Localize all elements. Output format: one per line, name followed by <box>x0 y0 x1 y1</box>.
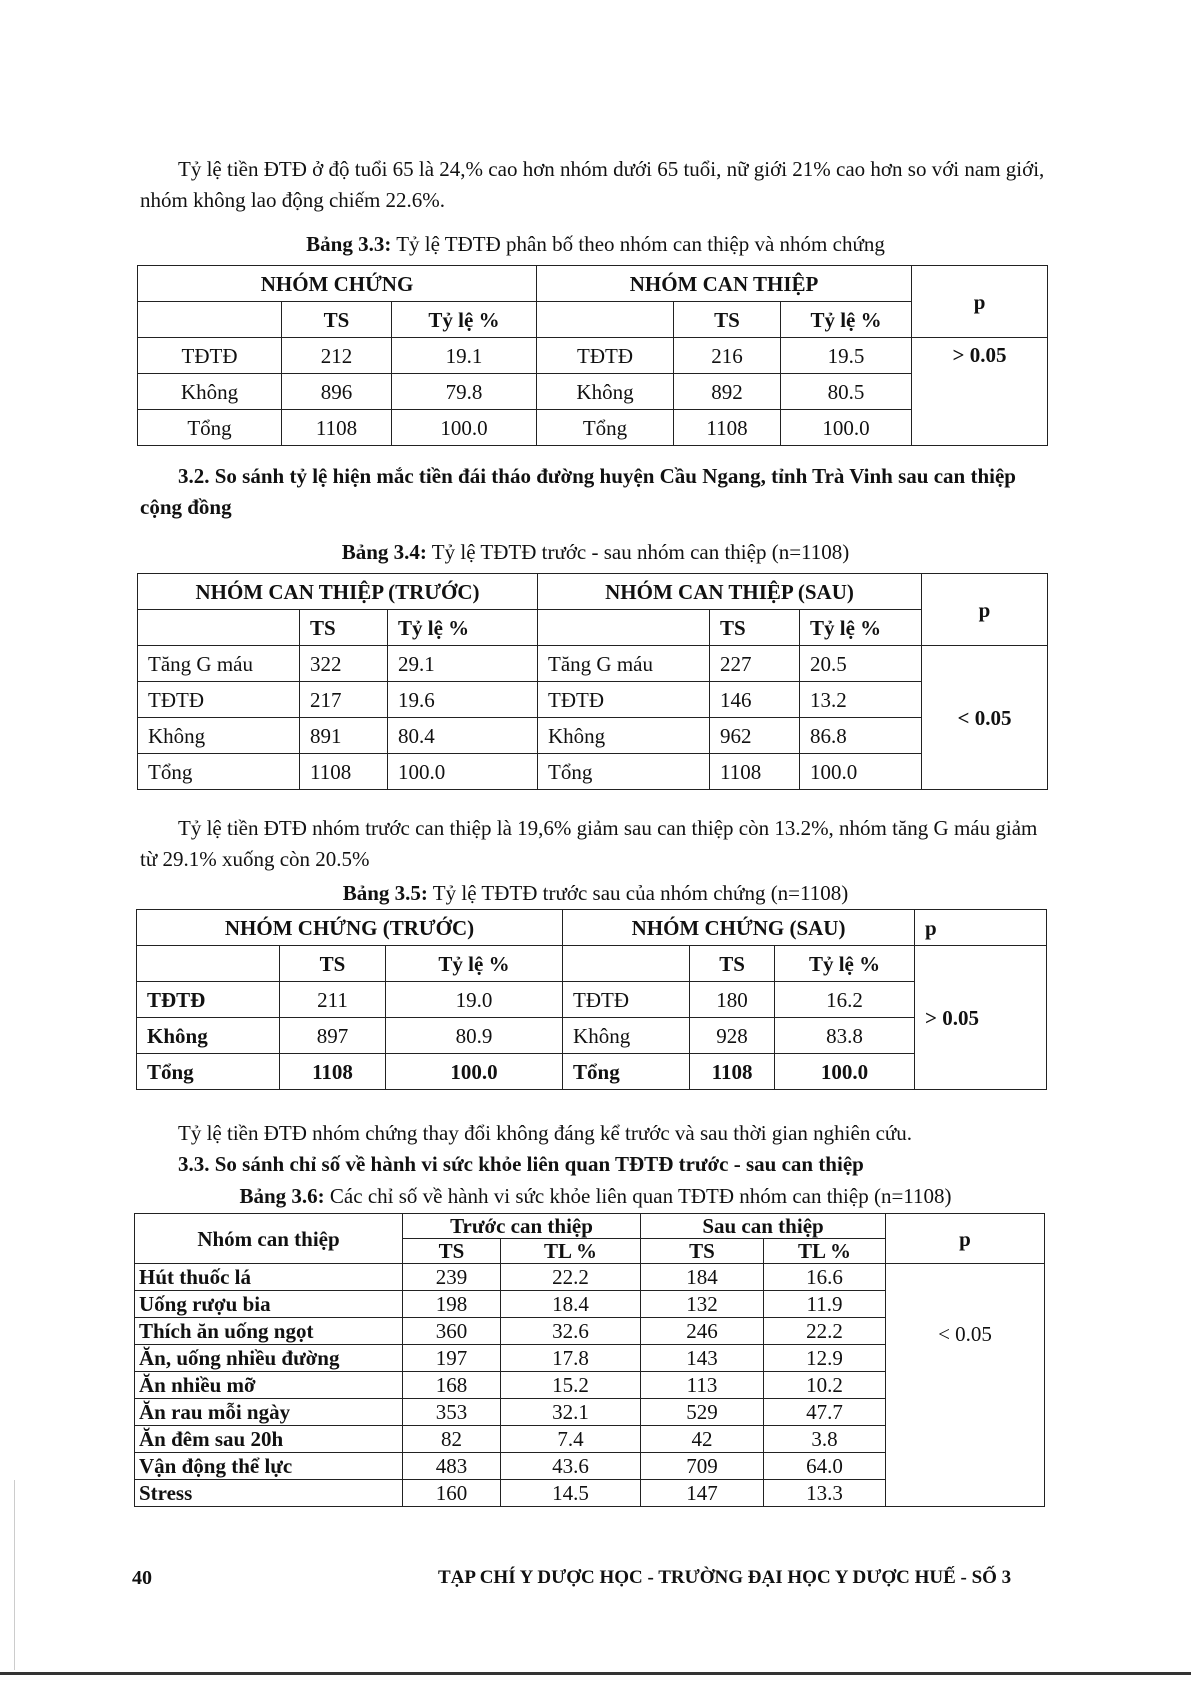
row-label: Tổng <box>538 754 710 790</box>
cell: 64.0 <box>764 1453 886 1480</box>
table-row <box>138 646 1048 682</box>
cell: 928 <box>690 1018 775 1054</box>
caption-label: Bảng 3.6: <box>239 1184 325 1208</box>
cell: 197 <box>403 1345 501 1372</box>
table-row <box>138 374 1048 410</box>
cell: 198 <box>403 1291 501 1318</box>
cell: 82 <box>403 1426 501 1453</box>
cell: 14.5 <box>501 1480 641 1507</box>
cell: 15.2 <box>501 1372 641 1399</box>
cell: 86.8 <box>800 718 922 754</box>
column-header: TS <box>710 610 800 646</box>
journal-footer: TẠP CHÍ Y DƯỢC HỌC - TRƯỜNG ĐẠI HỌC Y DƯỢC HUẾ - SỐ 3 <box>438 1567 1012 1588</box>
table-3-5 <box>136 909 1047 1090</box>
table-row <box>138 338 1048 374</box>
row-label: Tổng <box>138 410 282 446</box>
cell: 16.2 <box>775 982 915 1018</box>
row-label: Không <box>537 374 674 410</box>
cell: 20.5 <box>800 646 922 682</box>
group-header: NHÓM CHỨNG <box>138 266 537 302</box>
column-header: TL % <box>764 1239 886 1264</box>
cell: 168 <box>403 1372 501 1399</box>
paragraph-after-table-3-4: Tỷ lệ tiền ĐTĐ nhóm trước can thiệp là 19,6% giảm sau can thiệp còn 13.2%, nhóm tăng G máu giảm từ 29.1% xuống còn 20.5% <box>140 816 1038 871</box>
table-row <box>138 718 1048 754</box>
cell: 100.0 <box>392 410 537 446</box>
intro-paragraph: Tỷ lệ tiền ĐTĐ ở độ tuổi 65 là 24,% cao hơn nhóm dưới 65 tuổi, nữ giới 21% cao hơn so với nam giới, nhóm không lao động chiếm 22.6%. <box>140 157 1045 212</box>
table-row <box>138 754 1048 790</box>
table-row <box>137 1054 1047 1090</box>
cell: 180 <box>690 982 775 1018</box>
table-3-6-caption <box>0 1183 1191 1209</box>
cell: 483 <box>403 1453 501 1480</box>
cell: 227 <box>710 646 800 682</box>
table-row <box>137 982 1047 1018</box>
cell: 160 <box>403 1480 501 1507</box>
page-number: 40 <box>132 1567 152 1589</box>
cell: 113 <box>641 1372 764 1399</box>
p-value: > 0.05 <box>912 338 1048 446</box>
cell: 360 <box>403 1318 501 1345</box>
row-label: Tăng G máu <box>138 646 300 682</box>
scan-edge-line <box>14 1480 15 1670</box>
caption-label: Bảng 3.5: <box>342 881 428 905</box>
caption-text: Tỷ lệ TĐTĐ trước - sau nhóm can thiệp (n=1108) <box>426 540 850 564</box>
table-3-5-caption <box>0 880 1191 906</box>
cell: 83.8 <box>775 1018 915 1054</box>
column-header: TS <box>641 1239 764 1264</box>
caption-text: Tỷ lệ TĐTĐ phân bố theo nhóm can thiệp và nhóm chứng <box>391 232 885 256</box>
group-header: NHÓM CAN THIỆP (SAU) <box>538 574 922 610</box>
table-3-4-caption <box>0 539 1191 565</box>
caption-label: Bảng 3.4: <box>341 540 427 564</box>
cell: 1108 <box>690 1054 775 1090</box>
column-header: Tỷ lệ % <box>388 610 538 646</box>
cell: 18.4 <box>501 1291 641 1318</box>
blank-cell <box>138 610 300 646</box>
cell: 147 <box>641 1480 764 1507</box>
row-label: TĐTĐ <box>538 682 710 718</box>
column-header: Tỷ lệ % <box>386 946 563 982</box>
p-header: p <box>912 266 1048 338</box>
group-header: Sau can thiệp <box>641 1214 886 1239</box>
cell: 892 <box>674 374 781 410</box>
cell: 3.8 <box>764 1426 886 1453</box>
cell: 11.9 <box>764 1291 886 1318</box>
cell: 43.6 <box>501 1453 641 1480</box>
cell: 1108 <box>710 754 800 790</box>
table-3-3 <box>137 265 1048 446</box>
group-header: NHÓM CHỨNG (SAU) <box>563 910 915 946</box>
row-label: Ăn rau mỗi ngày <box>135 1399 403 1426</box>
column-header: Tỷ lệ % <box>781 302 912 338</box>
p-value: < 0.05 <box>922 646 1048 790</box>
p-value: < 0.05 <box>886 1264 1045 1507</box>
cell: 22.2 <box>764 1318 886 1345</box>
cell: 80.5 <box>781 374 912 410</box>
table-row <box>138 682 1048 718</box>
row-label: TĐTĐ <box>137 982 280 1018</box>
cell: 1108 <box>282 410 392 446</box>
cell: 239 <box>403 1264 501 1291</box>
table-row <box>137 1018 1047 1054</box>
cell: 80.4 <box>388 718 538 754</box>
table-row <box>135 1264 1045 1291</box>
blank-cell <box>538 610 710 646</box>
row-label: Không <box>138 374 282 410</box>
row-label: Không <box>137 1018 280 1054</box>
column-header: TS <box>674 302 781 338</box>
row-label: Stress <box>135 1480 403 1507</box>
cell: 962 <box>710 718 800 754</box>
blank-cell <box>138 302 282 338</box>
group-header: NHÓM CAN THIỆP <box>537 266 912 302</box>
cell: 13.2 <box>800 682 922 718</box>
blank-cell <box>537 302 674 338</box>
table-3-6 <box>134 1213 1045 1507</box>
table-3-4 <box>137 573 1048 790</box>
row-label: Uống rượu bia <box>135 1291 403 1318</box>
row-label: Tổng <box>137 1054 280 1090</box>
caption-label: Bảng 3.3: <box>306 232 392 256</box>
cell: 709 <box>641 1453 764 1480</box>
cell: 29.1 <box>388 646 538 682</box>
cell: 212 <box>282 338 392 374</box>
column-header: Tỷ lệ % <box>392 302 537 338</box>
cell: 100.0 <box>781 410 912 446</box>
cell: 897 <box>280 1018 386 1054</box>
column-header: TS <box>280 946 386 982</box>
group-header: Nhóm can thiệp <box>135 1214 403 1264</box>
p-header: p <box>886 1214 1045 1264</box>
column-header: TS <box>690 946 775 982</box>
cell: 42 <box>641 1426 764 1453</box>
cell: 10.2 <box>764 1372 886 1399</box>
cell: 19.5 <box>781 338 912 374</box>
row-label: Không <box>138 718 300 754</box>
column-header: TS <box>403 1239 501 1264</box>
section-heading-3-3: 3.3. So sánh chỉ số về hành vi sức khỏe liên quan TĐTĐ trước - sau can thiệp <box>178 1152 864 1176</box>
row-label: TĐTĐ <box>537 338 674 374</box>
cell: 22.2 <box>501 1264 641 1291</box>
p-value: > 0.05 <box>915 946 1047 1090</box>
column-header: Tỷ lệ % <box>800 610 922 646</box>
column-header: Tỷ lệ % <box>775 946 915 982</box>
cell: 216 <box>674 338 781 374</box>
cell: 529 <box>641 1399 764 1426</box>
cell: 100.0 <box>386 1054 563 1090</box>
blank-cell <box>563 946 690 982</box>
row-label: Thích ăn uống ngọt <box>135 1318 403 1345</box>
cell: 146 <box>710 682 800 718</box>
cell: 100.0 <box>388 754 538 790</box>
row-label: Ăn đêm sau 20h <box>135 1426 403 1453</box>
cell: 353 <box>403 1399 501 1426</box>
cell: 47.7 <box>764 1399 886 1426</box>
bottom-rule <box>0 1672 1191 1675</box>
row-label: TĐTĐ <box>563 982 690 1018</box>
cell: 1108 <box>300 754 388 790</box>
cell: 322 <box>300 646 388 682</box>
p-header: p <box>915 910 1047 946</box>
cell: 17.8 <box>501 1345 641 1372</box>
cell: 891 <box>300 718 388 754</box>
cell: 896 <box>282 374 392 410</box>
row-label: Ăn nhiều mỡ <box>135 1372 403 1399</box>
cell: 80.9 <box>386 1018 563 1054</box>
caption-text: Tỷ lệ TĐTĐ trước sau của nhóm chứng (n=1108) <box>427 881 849 905</box>
cell: 79.8 <box>392 374 537 410</box>
column-header: TS <box>282 302 392 338</box>
cell: 143 <box>641 1345 764 1372</box>
row-label: Ăn, uống nhiều đường <box>135 1345 403 1372</box>
row-label: Không <box>538 718 710 754</box>
row-label: Không <box>563 1018 690 1054</box>
row-label: Tổng <box>138 754 300 790</box>
paragraph-after-table-3-5: Tỷ lệ tiền ĐTĐ nhóm chứng thay đổi không đáng kể trước và sau thời gian nghiên cứu. <box>178 1121 913 1145</box>
table-row <box>138 410 1048 446</box>
row-label: Tổng <box>537 410 674 446</box>
cell: 1108 <box>674 410 781 446</box>
p-header: p <box>922 574 1048 646</box>
row-label: Hút thuốc lá <box>135 1264 403 1291</box>
row-label: Tăng G máu <box>538 646 710 682</box>
column-header: TL % <box>501 1239 641 1264</box>
cell: 217 <box>300 682 388 718</box>
row-label: TĐTĐ <box>138 338 282 374</box>
table-3-3-caption <box>0 231 1191 257</box>
cell: 132 <box>641 1291 764 1318</box>
cell: 19.0 <box>386 982 563 1018</box>
cell: 100.0 <box>800 754 922 790</box>
cell: 12.9 <box>764 1345 886 1372</box>
cell: 16.6 <box>764 1264 886 1291</box>
cell: 1108 <box>280 1054 386 1090</box>
cell: 246 <box>641 1318 764 1345</box>
caption-text: Các chỉ số về hành vi sức khỏe liên quan TĐTĐ nhóm can thiệp (n=1108) <box>324 1184 952 1208</box>
column-header: TS <box>300 610 388 646</box>
cell: 7.4 <box>501 1426 641 1453</box>
cell: 19.6 <box>388 682 538 718</box>
group-header: NHÓM CHỨNG (TRƯỚC) <box>137 910 563 946</box>
cell: 19.1 <box>392 338 537 374</box>
section-heading-3-2: 3.2. So sánh tỷ lệ hiện mắc tiền đái tháo đường huyện Cầu Ngang, tỉnh Trà Vinh sau can thiệp cộng đồng <box>140 464 1016 519</box>
cell: 32.6 <box>501 1318 641 1345</box>
cell: 32.1 <box>501 1399 641 1426</box>
row-label: Tổng <box>563 1054 690 1090</box>
cell: 184 <box>641 1264 764 1291</box>
blank-cell <box>137 946 280 982</box>
group-header: NHÓM CAN THIỆP (TRƯỚC) <box>138 574 538 610</box>
cell: 211 <box>280 982 386 1018</box>
group-header: Trước can thiệp <box>403 1214 641 1239</box>
row-label: TĐTĐ <box>138 682 300 718</box>
row-label: Vận động thể lực <box>135 1453 403 1480</box>
cell: 100.0 <box>775 1054 915 1090</box>
cell: 13.3 <box>764 1480 886 1507</box>
